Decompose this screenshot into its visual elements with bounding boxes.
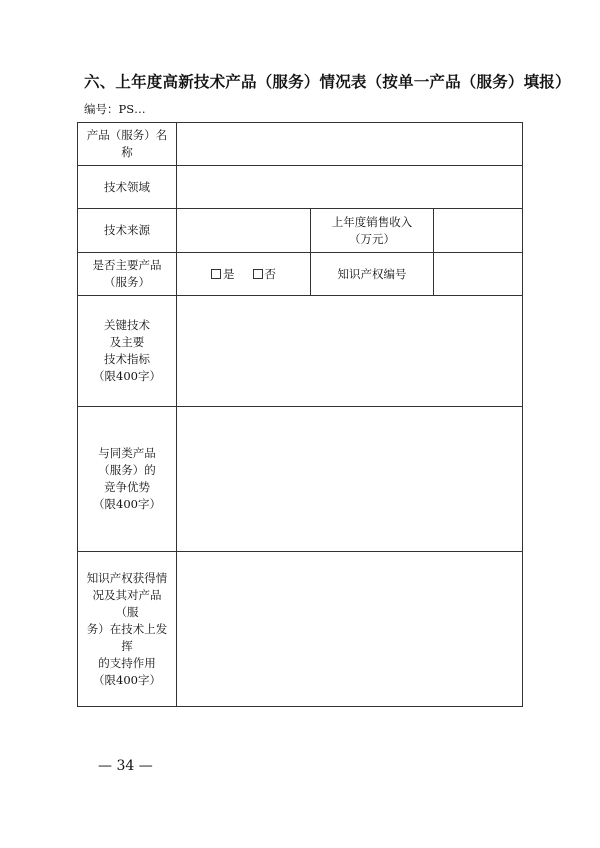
yes-option-label: 是 (223, 266, 235, 281)
table-row (78, 209, 523, 253)
tech-source-label: 技术来源 (78, 209, 177, 253)
table-row (78, 552, 523, 707)
competitive-advantage-field[interactable] (177, 407, 523, 552)
last-year-revenue-field[interactable] (434, 209, 523, 253)
form-title: 六、上年度高新技术产品（服务）情况表（按单一产品（服务）填报） (84, 73, 571, 91)
tech-field-label: 技术领域 (78, 166, 177, 209)
table-row (78, 166, 523, 209)
yes-checkbox[interactable] (211, 269, 221, 279)
last-year-revenue-label: 上年度销售收入 （万元） (311, 209, 434, 253)
ip-support-label: 知识产权获得情 况及其对产品（服 务）在技术上发挥 的支持作用 （限400字） (78, 552, 177, 707)
product-name-label: 产品（服务）名称 (78, 123, 177, 166)
main-product-label: 是否主要产品 （服务） (78, 253, 177, 296)
ip-support-field[interactable] (177, 552, 523, 707)
competitive-advantage-label: 与同类产品 （服务）的 竞争优势 （限400字） (78, 407, 177, 552)
table-row (78, 253, 523, 296)
no-option[interactable] (253, 266, 277, 283)
yes-option[interactable] (211, 266, 235, 283)
page-number: — 34 — (98, 758, 153, 774)
key-technology-field[interactable] (177, 296, 523, 407)
product-name-field[interactable] (177, 123, 523, 166)
table-row (78, 123, 523, 166)
no-option-label: 否 (264, 266, 276, 281)
ip-number-field[interactable] (434, 253, 523, 296)
ip-number-label: 知识产权编号 (311, 253, 434, 296)
no-checkbox[interactable] (253, 269, 263, 279)
tech-field-field[interactable] (177, 166, 523, 209)
main-product-options (177, 253, 311, 296)
tech-source-field[interactable] (177, 209, 311, 253)
product-info-table (77, 122, 523, 707)
key-technology-label: 关键技术 及主要 技术指标 （限400字） (78, 296, 177, 407)
table-row (78, 407, 523, 552)
serial-number-label: 编号：PS… (84, 102, 146, 116)
table-row (78, 296, 523, 407)
